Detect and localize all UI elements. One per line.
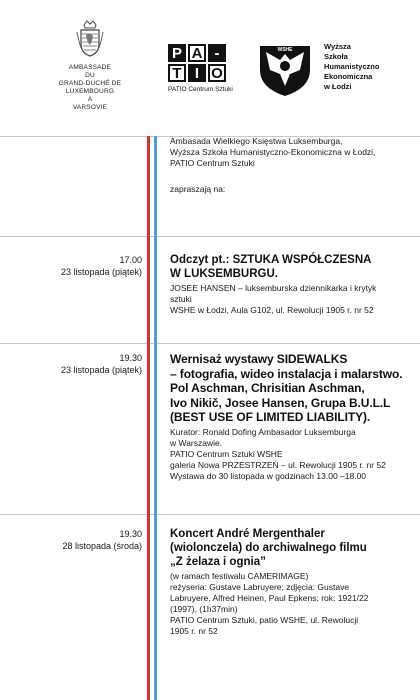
event-title-line: Pol Aschman, Chrisitian Aschman, (170, 381, 365, 395)
patio-letter: T (168, 64, 186, 82)
patio-letter: A (188, 44, 206, 62)
event-title-line: W LUKSEMBURGU. (170, 268, 278, 280)
wshe-name-line: Ekonomiczna (324, 72, 373, 81)
event-date: 23 listopada (piątek) (60, 365, 142, 375)
event-title-line: Ivo Nikič, Josee Hansen, Grupa B.U.L.L (170, 395, 391, 410)
wshe-logo (254, 40, 404, 100)
blue-stripe (154, 136, 157, 700)
event-details (170, 571, 410, 637)
event-details (170, 427, 410, 482)
event-date: 28 listopada (środa) (62, 541, 142, 551)
event-detail-line: Wystawa do 30 listopada w godzinach 13.00 –18.00 (170, 470, 367, 481)
event-title-line: (BEST USE OF LIMITED LIABILITY). (170, 410, 371, 424)
event-detail-line: Labruyere, Alfred Heinen, Paul Epkens; rok: 1921/22 (170, 593, 369, 603)
flag-stripes (144, 136, 162, 700)
event-title (170, 253, 410, 281)
event-detail-line: 1905 r. nr 52 (170, 626, 218, 636)
host-line: Ambasada Wielkiego Księstwa Luksemburga, (170, 136, 343, 146)
event-title (170, 527, 410, 569)
event-title-line: Odczyt pt.: SZTUKA WSPÓŁCZESNA (170, 254, 372, 266)
event-detail-line: (1997), (1h37min) (170, 604, 238, 614)
event-title (170, 352, 410, 425)
embassy-line: A (87, 96, 93, 103)
patio-letter: - (208, 44, 226, 62)
event-title-line: Wernisaż wystawy SIDEWALKS (170, 352, 348, 366)
event-title-line: (wiolonczela) do archiwalnego filmu (170, 542, 367, 554)
wshe-name-line: Wyższa (324, 42, 351, 51)
event-title-line: – fotografia, wideo instalacja i malarstwo. (170, 366, 403, 381)
embassy-line: VARSOVIE (72, 104, 108, 111)
event-details (170, 283, 410, 316)
event-detail-line: sztuki (170, 294, 192, 304)
event-title-line: „Z żelaza i ognia” (170, 556, 266, 568)
host-line: PATIO Centrum Sztuki (170, 158, 255, 168)
embassy-line: DU (85, 72, 95, 79)
event-block (170, 527, 410, 637)
event-block (170, 253, 410, 316)
page-header (0, 0, 420, 140)
event-time: 19.30 (119, 353, 142, 363)
red-stripe (147, 136, 150, 700)
event-datetime (10, 352, 142, 376)
wshe-name-line: Szkoła (324, 52, 348, 61)
patio-letter: O (208, 64, 226, 82)
coat-of-arms-icon (75, 20, 105, 58)
divider (0, 236, 420, 237)
event-datetime (10, 254, 142, 278)
event-detail-line: JOSEE HANSEN – luksemburska dziennikarka i krytyk (170, 283, 377, 293)
wshe-eagle-emblem-icon (254, 40, 316, 98)
event-title-line: Koncert André Mergenthaler (170, 528, 325, 540)
event-detail-line: PATIO Centrum Sztuki, patio WSHE, ul. Rewolucji (170, 615, 359, 625)
divider (0, 343, 420, 344)
patio-logo (168, 44, 238, 93)
wshe-name-line: Humanistyczno (324, 62, 380, 71)
event-detail-line: galeria Nowa PRZESTRZEŃ – ul. Rewolucji 1905 r. nr 52 (170, 459, 386, 470)
event-detail-line: WSHE w Łodzi, Aula G102, ul. Rewolucji 1905 r. nr 52 (170, 305, 374, 315)
event-datetime (10, 528, 142, 552)
host-line: Wyższa Szkoła Humanistyczno-Ekonomiczna w Łodzi, (170, 147, 376, 157)
event-block (170, 352, 410, 482)
divider (0, 514, 420, 515)
invite-text: zapraszają na: (170, 184, 226, 194)
patio-caption: PATIO Centrum Sztuki (168, 86, 233, 93)
event-time: 17.00 (119, 255, 142, 265)
event-detail-line: PATIO Centrum Sztuki WSHE (170, 448, 283, 459)
invitation-intro (170, 136, 410, 195)
event-time: 19.30 (119, 529, 142, 539)
patio-letter: P (168, 44, 186, 62)
patio-letter: I (188, 64, 206, 82)
event-detail-line: reżyseria: Gustave Labruyere; zdjęcia: Gustave (170, 582, 350, 592)
event-detail-line: Kurator: Ronald Dofing Ambasador Luksemburga (170, 426, 356, 437)
embassy-line: GRAND-DUCHÉ DE LUXEMBOURG (58, 80, 122, 95)
event-detail-line: w Warszawie. (170, 437, 223, 448)
wshe-name-line: w Łodzi (324, 82, 352, 91)
luxembourg-embassy-logo (45, 20, 135, 112)
wshe-emblem-text: WSHE (277, 47, 293, 53)
event-date: 23 listopada (piątek) (60, 267, 142, 277)
embassy-line: AMBASSADE (68, 64, 112, 71)
event-detail-line: (w ramach festiwalu CAMERIMAGE) (170, 571, 309, 581)
